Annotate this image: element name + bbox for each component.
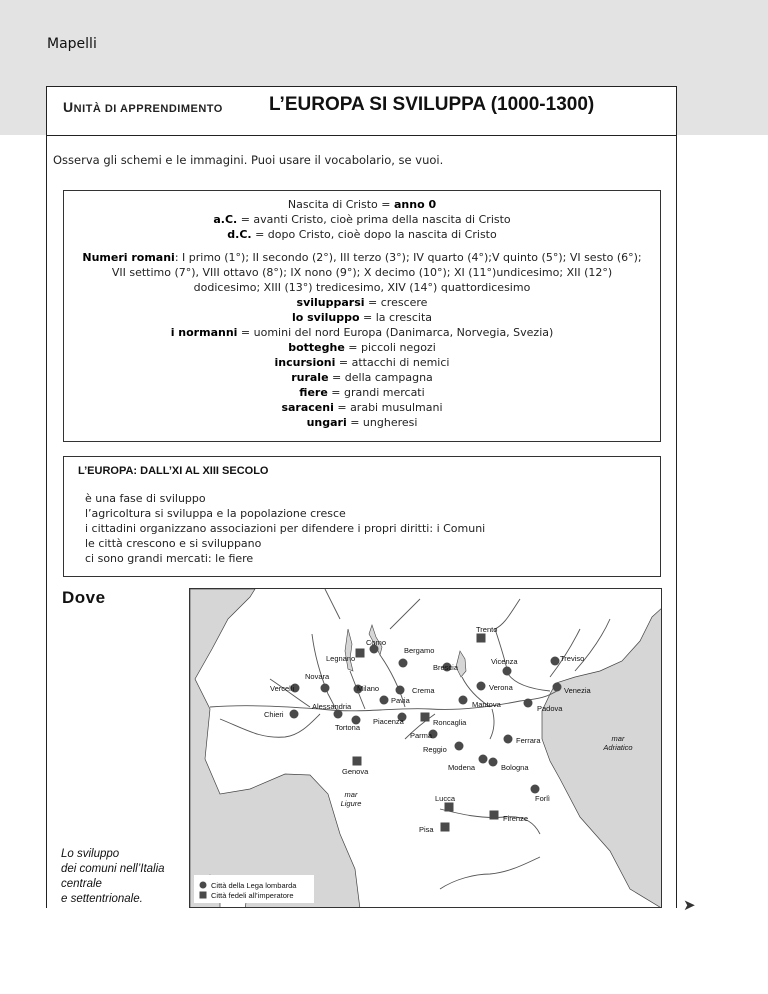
europa-title: L’EUROPA: DALL’XI AL XIII SECOLO: [78, 465, 269, 477]
adriatic-sea: [542, 589, 662, 908]
page-title: L’EUROPA SI SVILUPPA (1000-1300): [269, 94, 595, 115]
city-treviso: [551, 654, 585, 666]
vocab-entry: fiere = grandi mercati: [299, 386, 425, 399]
vocabulary-box: [63, 190, 661, 442]
league-city-marker: [551, 657, 560, 666]
league-city-marker: [503, 667, 512, 676]
city-label: Mantova: [472, 700, 501, 709]
imperial-city-marker: [421, 713, 430, 722]
list-item: è una fase di sviluppo: [85, 492, 206, 505]
city-label: Reggio: [423, 745, 447, 754]
league-city-marker: [399, 659, 408, 668]
league-city-marker: [396, 686, 405, 695]
league-city-marker: [459, 696, 468, 705]
lake-maggiore: [345, 629, 353, 671]
sea-label: Ligure: [340, 799, 362, 808]
city-label: Lucca: [435, 794, 456, 803]
league-city-marker: [290, 710, 299, 719]
dc-line: d.C. = dopo Cristo, cioè dopo la nascita di Cristo: [227, 228, 497, 241]
city-lucca: [435, 794, 456, 812]
city-label: Pisa: [419, 825, 434, 834]
legend-label: Città fedeli all’imperatore: [211, 891, 294, 900]
city-label: Verona: [489, 683, 513, 692]
city-label: Tortona: [335, 723, 361, 732]
map-canvas: [190, 589, 662, 908]
city-label: Trento: [476, 625, 498, 634]
league-city-marker: [479, 755, 488, 764]
sea-label: mar: [611, 734, 625, 743]
league-city-marker: [477, 682, 486, 691]
map-northern-italy: [189, 588, 662, 908]
city-firenze: [490, 811, 529, 824]
imperial-city-marker: [441, 823, 450, 832]
city-pavia: [380, 696, 411, 706]
city-crema: [396, 686, 436, 696]
city-label: Como: [366, 638, 387, 647]
city-label: Alessandria: [312, 702, 352, 711]
city-vercelli: [270, 684, 300, 694]
vocab-entry: incursioni = attacchi di nemici: [274, 356, 450, 369]
imperial-city-marker: [490, 811, 499, 820]
vocab-entry: ungari = ungheresi: [306, 416, 418, 429]
city-mantova: [459, 696, 502, 710]
city-genova: [342, 757, 369, 777]
vocab-entry: botteghe = piccoli negozi: [288, 341, 436, 354]
city-label: Parma: [410, 731, 433, 740]
league-city-marker: [321, 684, 330, 693]
city-roncaglia: [421, 713, 468, 728]
city-label: Forlì: [535, 794, 550, 803]
city-brescia: [433, 663, 459, 673]
imperial-city-marker: [356, 649, 365, 658]
city-chieri: [264, 710, 299, 720]
unit-label-rest: NITÀ DI APPRENDIMENTO: [73, 103, 223, 115]
unit-label-initial: U: [63, 99, 74, 115]
city-label: Novara: [305, 672, 330, 681]
city-ferrara: [504, 735, 542, 746]
league-city-marker: [524, 699, 533, 708]
city-label: Bergamo: [404, 646, 435, 655]
league-city-marker: [489, 758, 498, 767]
map-caption: Lo sviluppo dei comuni nell’Italia centrale e settentrionale.: [61, 848, 165, 905]
city-label: Milano: [357, 684, 380, 693]
imperial-city-marker: [445, 803, 454, 812]
vocab-entry: lo sviluppo = la crescita: [291, 311, 433, 324]
city-label: Padova: [537, 704, 563, 713]
league-city-marker: [553, 683, 562, 692]
sea-label: mar: [344, 790, 358, 799]
ligurian-sea: [190, 589, 360, 908]
city-label: Brescia: [433, 663, 459, 672]
city-vicenza: [491, 657, 518, 676]
city-trento: [476, 625, 497, 643]
city-milano: [354, 684, 380, 694]
city-label: Bologna: [501, 763, 529, 772]
city-label: Treviso: [560, 654, 585, 663]
city-label: Ferrara: [516, 736, 541, 745]
legend-league-marker: [200, 882, 207, 889]
title-box: [46, 86, 677, 136]
city-como: [366, 638, 386, 654]
map-legend: [194, 875, 314, 903]
birth-line: Nascita di Cristo = anno 0: [287, 198, 437, 211]
city-label: Legnano: [326, 654, 356, 663]
city-reggio: [423, 742, 464, 755]
city-label: Vercelli: [270, 684, 295, 693]
city-label: Piacenza: [373, 717, 404, 726]
city-forl: [531, 785, 551, 804]
list-item: ci sono grandi mercati: le fiere: [85, 552, 254, 565]
sea-label: Adriatico: [603, 743, 633, 752]
legend-imperial-marker: [200, 892, 207, 899]
city-label: Vicenza: [491, 657, 518, 666]
ac-line: a.C. = avanti Cristo, cioè prima della nascita di Cristo: [213, 213, 511, 226]
vocab-entry: rurale = della campagna: [291, 371, 433, 384]
city-label: Chieri: [264, 710, 284, 719]
city-piacenza: [373, 713, 407, 727]
vocab-entry: svilupparsi = crescere: [296, 296, 428, 309]
city-verona: [477, 682, 514, 693]
legend-label: Città della Lega lombarda: [211, 881, 297, 890]
league-city-marker: [455, 742, 464, 751]
europa-list: [78, 491, 646, 566]
city-bologna: [489, 758, 530, 773]
city-label: Roncaglia: [433, 718, 467, 727]
imperial-city-marker: [477, 634, 486, 643]
city-parma: [410, 730, 438, 741]
list-item: le città crescono e si sviluppano: [85, 537, 262, 550]
city-label: Firenze: [503, 814, 529, 823]
author-name: Mapelli: [47, 36, 97, 52]
city-label: Pavia: [391, 696, 410, 705]
imperial-city-marker: [353, 757, 362, 766]
roman-numerals-line: Numeri romani: I primo (1°); II secondo (2°), III terzo (3°); IV quarto (4°);V quinto (5°); VI sesto (6°); VII settimo (7°), VIII ottavo (8°); IX nono (9°); X decimo (10°); XI (11°)undicesimo; XII (12°) dodicesimo; XIII (13°) tredicesimo, XIV (14°) quattordicesimo: [82, 251, 642, 294]
list-item: l’agricoltura si sviluppa e la popolazione cresce: [85, 507, 346, 520]
city-modena: [448, 755, 488, 773]
vocab-entry: i normanni = uomini del nord Europa (Danimarca, Norvegia, Svezia): [170, 326, 554, 339]
europa-summary-box: [63, 456, 661, 577]
city-label: Crema: [412, 686, 435, 695]
city-novara: [305, 672, 330, 693]
vocab-entry: saraceni = arabi musulmani: [281, 401, 443, 414]
city-bergamo: [399, 646, 435, 668]
list-item: i cittadini organizzano associazioni per difendere i propri diritti: i Comuni: [85, 522, 486, 535]
city-pisa: [419, 823, 450, 835]
section-heading-dove: Dove: [62, 588, 106, 607]
next-page-arrow-icon[interactable]: ➤: [683, 896, 696, 914]
city-label: Genova: [342, 767, 369, 776]
city-label: Modena: [448, 763, 476, 772]
unit-label: [63, 99, 223, 115]
league-city-marker: [504, 735, 513, 744]
league-city-marker: [380, 696, 389, 705]
instruction-text: Osserva gli schemi e le immagini. Puoi usare il vocabolario, se vuoi.: [53, 153, 444, 167]
league-city-marker: [531, 785, 540, 794]
city-label: Venezia: [564, 686, 591, 695]
